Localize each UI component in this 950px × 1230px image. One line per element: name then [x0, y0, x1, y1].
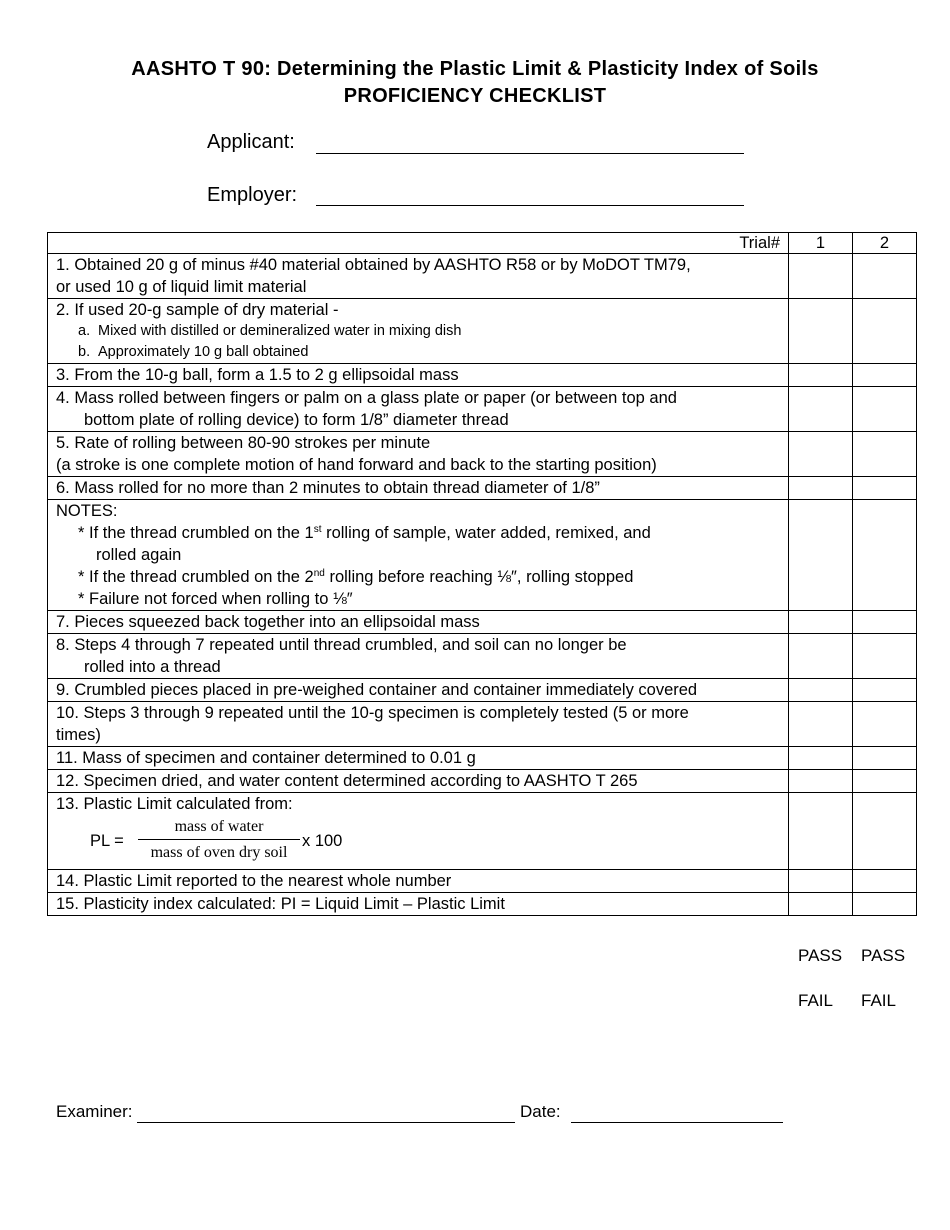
step-13: [48, 793, 789, 870]
table-row: [48, 432, 917, 477]
step-4: [48, 387, 789, 432]
trial-1-check[interactable]: [789, 477, 853, 500]
trial-2-check[interactable]: [853, 893, 917, 916]
step-9: 9. Crumbled pieces placed in pre-weighed container and container immediately covered: [48, 679, 789, 702]
step-1-line2: or used 10 g of liquid limit material: [56, 278, 307, 296]
date-field[interactable]: [571, 1122, 783, 1123]
table-row: [48, 299, 917, 364]
trial-1-check[interactable]: [789, 364, 853, 387]
employer-label: Employer:: [207, 184, 298, 206]
trial-1-check[interactable]: [789, 702, 853, 747]
trial-2-check[interactable]: [853, 387, 917, 432]
table-row: [48, 870, 917, 893]
formula-multiplier: x 100: [302, 832, 343, 850]
trial-2-check[interactable]: [853, 702, 917, 747]
table-row: [48, 893, 917, 916]
formula-pl: PL =: [90, 832, 124, 850]
trial-1-pass-option[interactable]: PASS: [798, 946, 843, 965]
step-12: 12. Specimen dried, and water content determined according to AASHTO T 265: [48, 770, 789, 793]
note-2-sup: nd: [313, 568, 325, 579]
notes: [48, 500, 789, 611]
note-1-text-end: rolling of sample, water added, remixed, and: [321, 524, 651, 542]
note-1-cont: [56, 544, 788, 566]
trial-1-check[interactable]: [789, 432, 853, 477]
step-11: 11. Mass of specimen and container determined to 0.01 g: [48, 747, 789, 770]
step-6: 6. Mass rolled for no more than 2 minutes to obtain thread diameter of 1/8”: [48, 477, 789, 500]
trial-2-check[interactable]: [853, 500, 917, 611]
trial-2-check[interactable]: [853, 611, 917, 634]
note-3: * Failure not forced when rolling to ⅛″: [78, 590, 353, 608]
trial-1-check[interactable]: [789, 500, 853, 611]
table-row: [48, 634, 917, 679]
trial-2-check[interactable]: [853, 770, 917, 793]
step-4-line2: bottom plate of rolling device) to form 1/8” diameter thread: [84, 411, 509, 429]
trial-1-check[interactable]: [789, 254, 853, 299]
step-2a-marker: a.: [78, 323, 91, 339]
trial-1-check[interactable]: [789, 634, 853, 679]
trial-1-check[interactable]: [789, 387, 853, 432]
trial-2-check[interactable]: [853, 254, 917, 299]
trial-1-fail-option[interactable]: FAIL: [798, 991, 833, 1010]
step-8-line2: rolled into a thread: [84, 658, 221, 676]
step-3: 3. From the 10-g ball, form a 1.5 to 2 g ellipsoidal mass: [48, 364, 789, 387]
note-2: [56, 566, 788, 588]
step-10-line1: 10. Steps 3 through 9 repeated until the 10-g specimen is completely tested (5 or more: [56, 704, 689, 722]
trial-1-header: 1: [789, 233, 853, 254]
note-1-sup: st: [313, 524, 322, 535]
step-4-line1: 4. Mass rolled between fingers or palm on a glass plate or paper (or between top and: [56, 389, 677, 407]
step-10-line2: times): [56, 726, 101, 744]
note-2-text: * If the thread crumbled on the 2: [78, 568, 314, 586]
step-2a-text: Mixed with distilled or demineralized water in mixing dish: [98, 323, 462, 339]
step-14: 14. Plastic Limit reported to the nearest whole number: [48, 870, 789, 893]
step-2b-marker: b.: [78, 344, 91, 360]
document-title: AASHTO T 90: Determining the Plastic Limit & Plasticity Index of Soils: [131, 58, 819, 80]
table-row: [48, 254, 917, 299]
checklist-table: [47, 232, 917, 916]
step-5-line1: 5. Rate of rolling between 80-90 strokes per minute: [56, 434, 431, 452]
table-row: [48, 477, 917, 500]
step-5: [48, 432, 789, 477]
note-2-text-end: rolling before reaching ⅛″, rolling stopped: [324, 568, 634, 586]
trial-1-check[interactable]: [789, 893, 853, 916]
trial-1-check[interactable]: [789, 747, 853, 770]
trial-2-check[interactable]: [853, 634, 917, 679]
table-row: [48, 500, 917, 611]
trial-2-check[interactable]: [853, 793, 917, 870]
applicant-field[interactable]: [316, 153, 744, 154]
trial-2-check[interactable]: [853, 477, 917, 500]
trial-1-check[interactable]: [789, 611, 853, 634]
note-1-text: * If the thread crumbled on the 1: [78, 524, 314, 542]
examiner-label: Examiner:: [56, 1102, 133, 1121]
step-15: 15. Plasticity index calculated: PI = Liquid Limit – Plastic Limit: [48, 893, 789, 916]
step-2a: [56, 321, 788, 342]
table-row: [48, 770, 917, 793]
step-8: [48, 634, 789, 679]
examiner-signature-field[interactable]: [137, 1122, 515, 1123]
trial-2-check[interactable]: [853, 432, 917, 477]
formula-numerator: mass of water: [174, 818, 264, 835]
trial-1-check[interactable]: [789, 870, 853, 893]
formula-denominator: mass of oven dry soil: [150, 844, 288, 861]
table-row: [48, 747, 917, 770]
table-row: [48, 387, 917, 432]
table-row: [48, 793, 917, 870]
formula-fraction: [138, 815, 300, 866]
trial-2-check[interactable]: [853, 679, 917, 702]
note-1-continuation: rolled again: [96, 546, 182, 564]
step-2-main: 2. If used 20-g sample of dry material -: [56, 301, 339, 319]
employer-field[interactable]: [316, 205, 744, 206]
table-row: [48, 364, 917, 387]
trial-2-pass-option[interactable]: PASS: [861, 946, 906, 965]
step-5-line2: (a stroke is one complete motion of hand forward and back to the starting position): [56, 456, 657, 474]
step-2b: [56, 342, 788, 363]
trial-header-row: [48, 233, 917, 254]
table-row: [48, 611, 917, 634]
trial-2-fail-option[interactable]: FAIL: [861, 991, 896, 1010]
trial-1-check[interactable]: [789, 793, 853, 870]
step-8-line1: 8. Steps 4 through 7 repeated until thread crumbled, and soil can no longer be: [56, 636, 627, 654]
step-13-text: 13. Plastic Limit calculated from:: [56, 795, 293, 813]
applicant-label: Applicant:: [207, 131, 295, 153]
table-row: [48, 679, 917, 702]
step-1: [48, 254, 789, 299]
trial-2-check[interactable]: [853, 870, 917, 893]
trial-2-header: 2: [853, 233, 917, 254]
trial-1-check[interactable]: [789, 299, 853, 364]
trial-1-check[interactable]: [789, 770, 853, 793]
table-row: [48, 702, 917, 747]
trial-2-check[interactable]: [853, 747, 917, 770]
step-7: 7. Pieces squeezed back together into an ellipsoidal mass: [48, 611, 789, 634]
trial-2-check[interactable]: [853, 299, 917, 364]
trial-2-check[interactable]: [853, 364, 917, 387]
step-10: [48, 702, 789, 747]
trial-1-check[interactable]: [789, 679, 853, 702]
step-2: [48, 299, 789, 364]
document-subtitle: PROFICIENCY CHECKLIST: [343, 85, 607, 107]
note-1: [56, 522, 788, 544]
step-2b-text: Approximately 10 g ball obtained: [98, 344, 309, 360]
plastic-limit-formula: [56, 815, 788, 869]
step-1-line1: 1. Obtained 20 g of minus #40 material obtained by AASHTO R58 or by MoDOT TM79,: [56, 256, 691, 274]
notes-label: NOTES:: [56, 502, 118, 520]
date-label: Date:: [520, 1102, 561, 1121]
trial-label: Trial#: [48, 233, 789, 254]
